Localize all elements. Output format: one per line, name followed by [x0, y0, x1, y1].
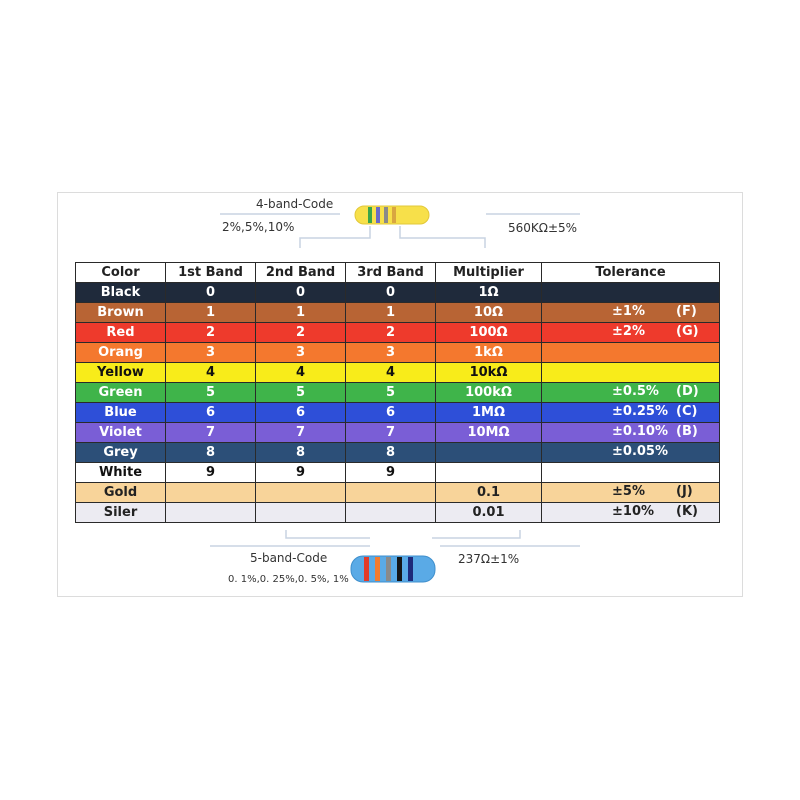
tolerance-value: ±0.10% — [612, 424, 668, 439]
tolerance-value: ±0.05% — [612, 444, 668, 459]
third-band-cell: 1 — [346, 303, 436, 323]
first-band-cell: 9 — [166, 463, 256, 483]
resistor-color-code-table — [75, 262, 720, 523]
four-band-title: 4-band-Code — [256, 197, 334, 211]
tolerance-cell — [542, 503, 720, 523]
color-name-cell: Green — [76, 383, 166, 403]
tolerance-value: ±5% — [612, 484, 645, 499]
second-band-cell: 2 — [256, 323, 346, 343]
table-row — [76, 363, 720, 383]
tolerance-value: ±0.5% — [612, 384, 659, 399]
header-multiplier: Multiplier — [436, 263, 542, 283]
multiplier-cell: 1MΩ — [436, 403, 542, 423]
tolerance-cell — [542, 423, 720, 443]
resistor-band — [368, 207, 372, 223]
resistor-band — [376, 207, 380, 223]
first-band-cell: 5 — [166, 383, 256, 403]
first-band-cell: 0 — [166, 283, 256, 303]
tolerance-cell — [542, 483, 720, 503]
tolerance-value: ±10% — [612, 504, 655, 519]
third-band-cell: 5 — [346, 383, 436, 403]
second-band-cell: 4 — [256, 363, 346, 383]
color-name-cell: Brown — [76, 303, 166, 323]
color-name-cell: White — [76, 463, 166, 483]
color-name-cell: Siler — [76, 503, 166, 523]
second-band-cell: 3 — [256, 343, 346, 363]
third-band-cell: 0 — [346, 283, 436, 303]
third-band-cell: 8 — [346, 443, 436, 463]
tolerance-cell — [542, 363, 720, 383]
table-row — [76, 283, 720, 303]
third-band-cell — [346, 503, 436, 523]
tolerance-value: ±0.25% — [612, 404, 668, 419]
tolerance-cell — [542, 443, 720, 463]
multiplier-cell — [436, 443, 542, 463]
first-band-cell: 4 — [166, 363, 256, 383]
four-band-resistor-icon — [354, 204, 430, 226]
multiplier-cell — [436, 463, 542, 483]
multiplier-cell: 1Ω — [436, 283, 542, 303]
color-name-cell: Yellow — [76, 363, 166, 383]
second-band-cell — [256, 483, 346, 503]
table-row — [76, 423, 720, 443]
table-row — [76, 503, 720, 523]
multiplier-cell: 100Ω — [436, 323, 542, 343]
resistor-band — [397, 557, 402, 581]
third-band-cell — [346, 483, 436, 503]
resistor-band — [364, 557, 369, 581]
second-band-cell: 6 — [256, 403, 346, 423]
second-band-cell: 7 — [256, 423, 346, 443]
five-band-tolerances: 0. 1%,0. 25%,0. 5%, 1% — [228, 574, 349, 585]
multiplier-cell: 10MΩ — [436, 423, 542, 443]
five-band-title: 5-band-Code — [250, 551, 328, 565]
tolerance-cell — [542, 403, 720, 423]
table-row — [76, 483, 720, 503]
tolerance-value: ±2% — [612, 324, 645, 339]
second-band-cell: 0 — [256, 283, 346, 303]
second-band-cell — [256, 503, 346, 523]
tolerance-letter: (B) — [676, 424, 698, 439]
second-band-cell: 5 — [256, 383, 346, 403]
resistor-band — [386, 557, 391, 581]
header-second-band: 2nd Band — [256, 263, 346, 283]
table-row — [76, 383, 720, 403]
third-band-cell: 9 — [346, 463, 436, 483]
tolerance-value: ±1% — [612, 304, 645, 319]
header-tolerance: Tolerance — [542, 263, 720, 283]
second-band-cell: 9 — [256, 463, 346, 483]
tolerance-cell — [542, 323, 720, 343]
table-row — [76, 343, 720, 363]
color-name-cell: Red — [76, 323, 166, 343]
tolerance-cell — [542, 383, 720, 403]
tolerance-cell — [542, 343, 720, 363]
tolerance-letter: (F) — [676, 304, 697, 319]
color-name-cell: Black — [76, 283, 166, 303]
third-band-cell: 4 — [346, 363, 436, 383]
first-band-cell — [166, 503, 256, 523]
second-band-cell: 1 — [256, 303, 346, 323]
tolerance-letter: (D) — [676, 384, 699, 399]
resistor-band — [384, 207, 388, 223]
multiplier-cell: 10kΩ — [436, 363, 542, 383]
color-name-cell: Orang — [76, 343, 166, 363]
multiplier-cell: 0.1 — [436, 483, 542, 503]
multiplier-cell: 1kΩ — [436, 343, 542, 363]
resistor-band — [375, 557, 380, 581]
header-color: Color — [76, 263, 166, 283]
multiplier-cell: 100kΩ — [436, 383, 542, 403]
third-band-cell: 7 — [346, 423, 436, 443]
first-band-cell: 6 — [166, 403, 256, 423]
table-row — [76, 303, 720, 323]
multiplier-cell: 10Ω — [436, 303, 542, 323]
tolerance-letter: (G) — [676, 324, 699, 339]
color-name-cell: Violet — [76, 423, 166, 443]
third-band-cell: 2 — [346, 323, 436, 343]
five-band-example: 237Ω±1% — [458, 552, 520, 566]
first-band-cell: 8 — [166, 443, 256, 463]
table-row — [76, 323, 720, 343]
five-band-resistor-icon — [350, 554, 436, 584]
table-row — [76, 463, 720, 483]
tolerance-cell — [542, 283, 720, 303]
tolerance-cell — [542, 463, 720, 483]
first-band-cell: 2 — [166, 323, 256, 343]
first-band-cell: 7 — [166, 423, 256, 443]
resistor-band — [408, 557, 413, 581]
first-band-cell: 1 — [166, 303, 256, 323]
color-name-cell: Grey — [76, 443, 166, 463]
color-name-cell: Gold — [76, 483, 166, 503]
four-band-example: 560KΩ±5% — [508, 221, 578, 235]
first-band-cell — [166, 483, 256, 503]
header-first-band: 1st Band — [166, 263, 256, 283]
resistor-band — [392, 207, 396, 223]
header-third-band: 3rd Band — [346, 263, 436, 283]
table-row — [76, 443, 720, 463]
tolerance-letter: (C) — [676, 404, 698, 419]
tolerance-cell — [542, 303, 720, 323]
first-band-cell: 3 — [166, 343, 256, 363]
tolerance-letter: (J) — [676, 484, 693, 499]
third-band-cell: 3 — [346, 343, 436, 363]
second-band-cell: 8 — [256, 443, 346, 463]
third-band-cell: 6 — [346, 403, 436, 423]
table-row — [76, 403, 720, 423]
multiplier-cell: 0.01 — [436, 503, 542, 523]
table-header-row — [76, 263, 720, 283]
color-name-cell: Blue — [76, 403, 166, 423]
four-band-tolerances: 2%,5%,10% — [222, 220, 295, 234]
tolerance-letter: (K) — [676, 504, 698, 519]
